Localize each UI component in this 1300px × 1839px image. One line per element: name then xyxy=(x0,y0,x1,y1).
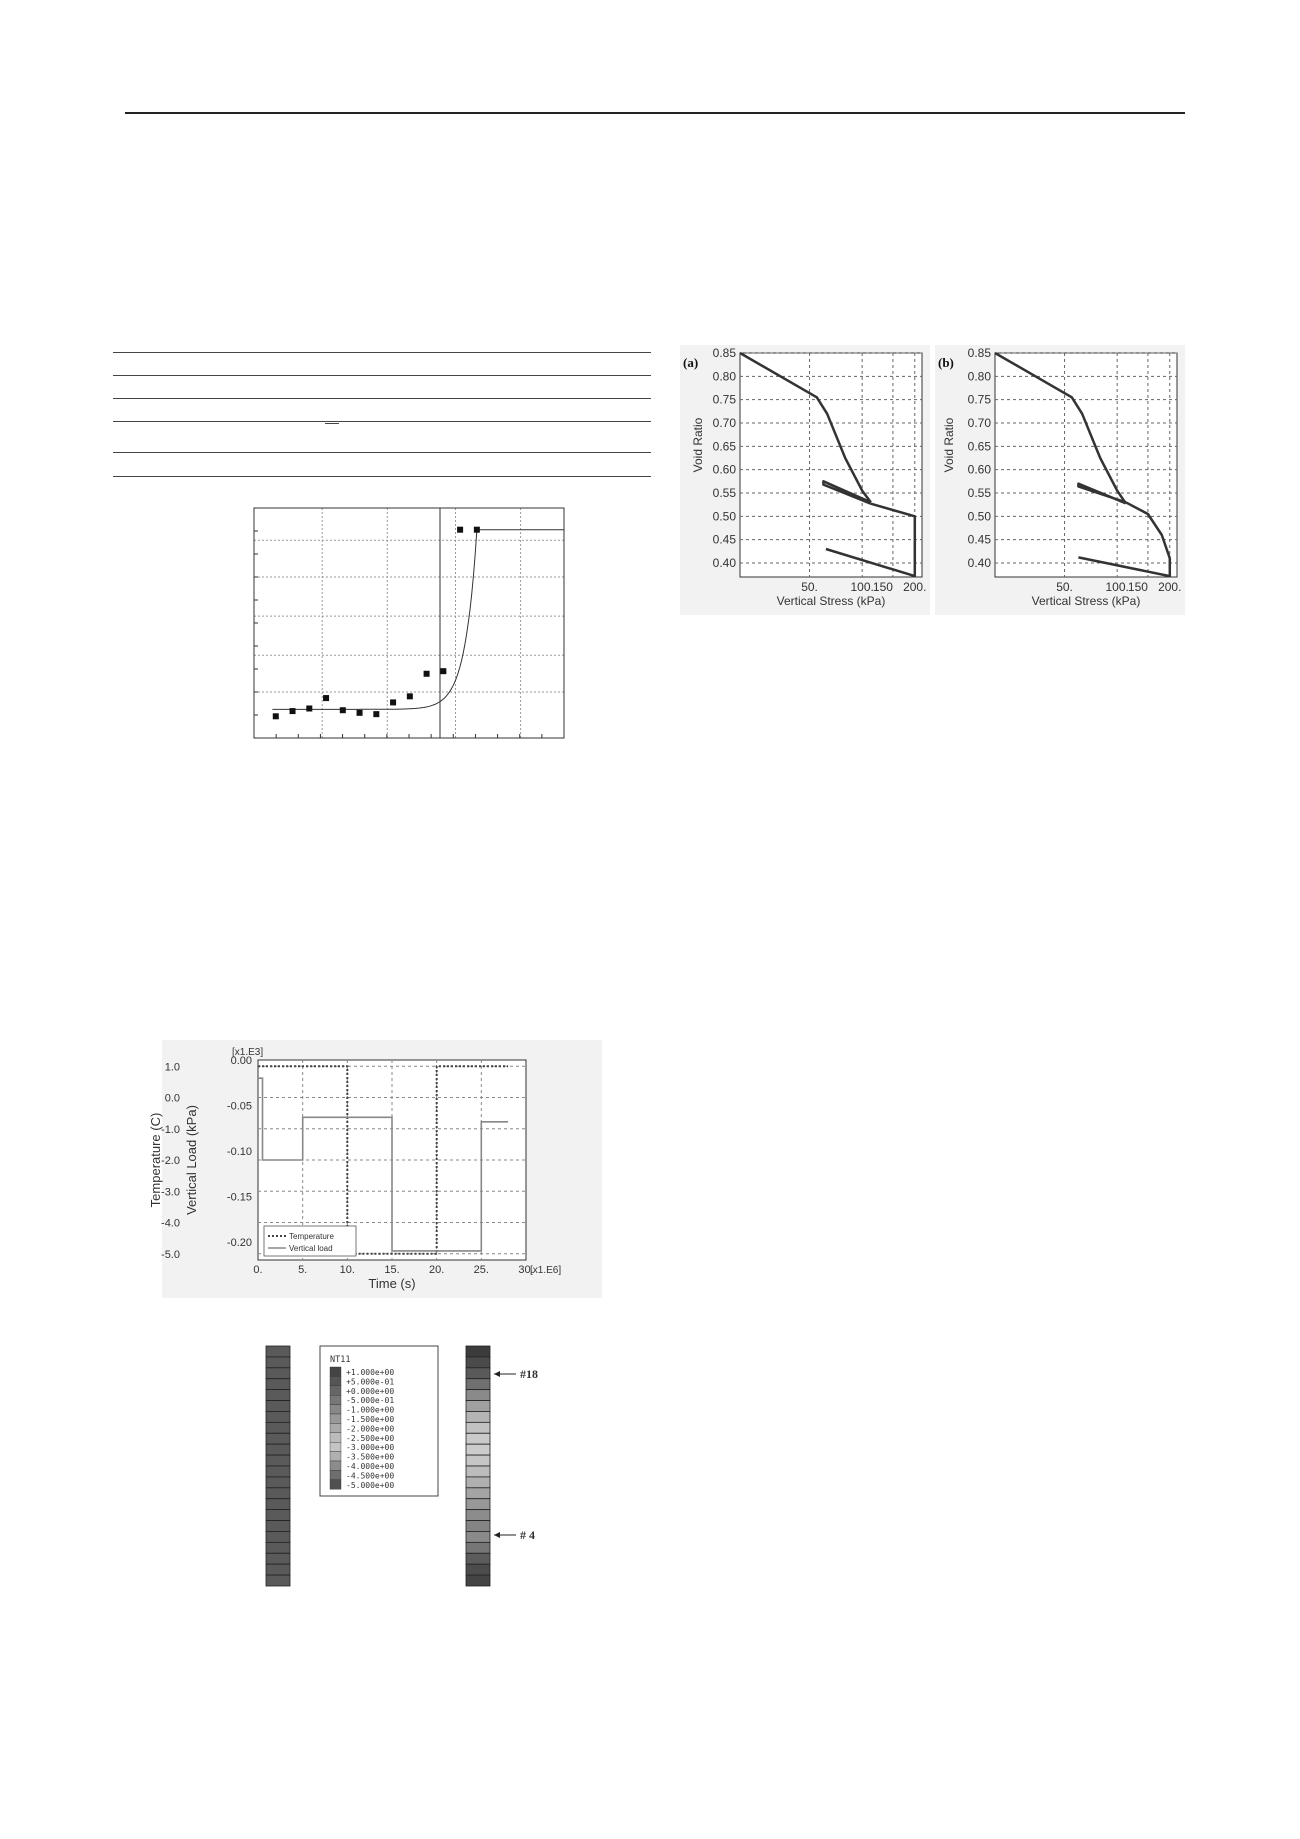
y-tick-label: 0.65 xyxy=(967,439,991,454)
data-point xyxy=(390,699,396,705)
data-point xyxy=(306,705,312,711)
legend-value: -3.000e+00 xyxy=(346,1443,395,1453)
load-tick-label: -0.10 xyxy=(226,1145,252,1158)
mesh-element xyxy=(466,1510,490,1521)
mesh-element xyxy=(466,1411,490,1422)
legend-swatch xyxy=(330,1470,341,1479)
fit-curve xyxy=(272,530,477,710)
mesh-element xyxy=(266,1401,290,1412)
y-tick-label: 0.40 xyxy=(712,556,736,570)
y-tick-label: 0.55 xyxy=(967,486,991,500)
legend-title: NT11 xyxy=(330,1355,351,1365)
x-tick-label: 30. xyxy=(518,1264,534,1276)
x-tick-label: 200. xyxy=(903,580,927,594)
data-point xyxy=(440,668,446,674)
panel-label: (b) xyxy=(938,355,954,370)
mesh-element xyxy=(266,1564,290,1575)
x-tick-label: 50. xyxy=(1056,580,1073,594)
mesh-element xyxy=(466,1357,490,1368)
load-tick-label: 0.00 xyxy=(230,1055,252,1067)
mesh-element xyxy=(466,1368,490,1379)
legend-label: Vertical load xyxy=(289,1244,333,1253)
x-tick-label: 150 xyxy=(1127,580,1148,594)
legend-value: -1.000e+00 xyxy=(346,1405,395,1415)
y-axis-label: Void Ratio xyxy=(691,417,705,473)
mesh-element xyxy=(466,1477,490,1488)
mesh-element xyxy=(466,1564,490,1575)
y-tick-label: 0.75 xyxy=(712,392,736,407)
mesh-element xyxy=(266,1466,290,1477)
x-tick-label: 50. xyxy=(801,580,818,594)
mesh-element xyxy=(466,1433,490,1444)
x-tick-label: 15. xyxy=(384,1264,400,1276)
mesh-element xyxy=(466,1466,490,1477)
mesh-element xyxy=(266,1499,290,1510)
y-tick-label: 0.80 xyxy=(712,369,736,384)
panel-label: (a) xyxy=(683,355,699,370)
y-tick-label: 0.60 xyxy=(712,462,736,477)
mesh-element xyxy=(266,1411,290,1422)
table-rule xyxy=(113,398,651,399)
legend-swatch xyxy=(330,1395,341,1404)
mesh-element xyxy=(466,1488,490,1499)
data-point xyxy=(357,710,363,716)
legend-swatch xyxy=(330,1423,341,1432)
table-rule xyxy=(113,352,651,353)
legend-value: +1.000e+00 xyxy=(346,1368,395,1377)
arrow-head xyxy=(494,1532,500,1538)
data-point xyxy=(290,708,296,714)
mesh-element xyxy=(266,1422,290,1433)
mesh-element xyxy=(266,1379,290,1390)
legend-value: +0.000e+00 xyxy=(346,1386,395,1396)
legend-swatch xyxy=(330,1433,341,1442)
x-axis-label: Vertical Stress (kPa) xyxy=(1031,594,1141,608)
mesh-element xyxy=(266,1488,290,1499)
table-rule xyxy=(113,452,651,453)
temperature-load-chart xyxy=(148,1040,602,1298)
mesh-element xyxy=(266,1346,290,1357)
mesh-element xyxy=(466,1455,490,1466)
x-tick-label: 20. xyxy=(429,1264,445,1276)
table-overbar xyxy=(325,423,339,424)
plot-frame xyxy=(995,353,1177,577)
y-tick-label: 0.80 xyxy=(967,369,991,384)
mesh-element xyxy=(466,1401,490,1412)
temperature-tick-label: -2.0 xyxy=(161,1155,180,1167)
data-point xyxy=(424,671,430,677)
mesh-element xyxy=(266,1542,290,1553)
legend-swatch xyxy=(330,1452,341,1461)
x-axis-label: Vertical Stress (kPa) xyxy=(776,594,886,608)
mesh-element xyxy=(466,1390,490,1401)
legend-value: -4.000e+00 xyxy=(346,1462,395,1471)
temperature-tick-label: -4.0 xyxy=(161,1217,180,1230)
legend-value: -2.000e+00 xyxy=(346,1424,395,1434)
y-tick-label: 0.45 xyxy=(967,532,991,547)
mesh-element xyxy=(466,1531,490,1542)
temperature-tick-label: -5.0 xyxy=(161,1248,180,1261)
y-tick-label: 0.50 xyxy=(967,509,991,524)
y-multiplier: [x1.E3] xyxy=(232,1047,264,1058)
legend-swatch xyxy=(330,1386,341,1395)
mesh-element xyxy=(466,1346,490,1357)
mesh-element xyxy=(266,1553,290,1564)
y-tick-label: 0.85 xyxy=(967,346,991,360)
table-rule xyxy=(113,421,651,422)
legend-swatch xyxy=(330,1480,341,1489)
y-tick-label: 0.65 xyxy=(712,439,736,454)
x-tick-label: 150 xyxy=(872,580,893,594)
arrow-head xyxy=(494,1371,500,1377)
load-tick-label: -0.20 xyxy=(226,1236,252,1249)
x-tick-label: 10. xyxy=(339,1264,355,1276)
x-multiplier: [x1.E6] xyxy=(530,1265,562,1276)
y-tick-label: 0.60 xyxy=(967,462,991,477)
legend-value: -4.500e+00 xyxy=(346,1471,395,1481)
temperature-tick-label: 0.0 xyxy=(164,1092,180,1105)
plot-frame xyxy=(254,508,564,738)
node-marker-label: # 4 xyxy=(520,1528,535,1542)
y-tick-label: 0.75 xyxy=(967,392,991,407)
mesh-element xyxy=(466,1575,490,1586)
mesh-element xyxy=(266,1455,290,1466)
y-tick-label: 0.55 xyxy=(712,486,736,500)
data-point xyxy=(474,527,480,533)
x-axis-label: Time (s) xyxy=(368,1276,416,1291)
legend-label: Temperature xyxy=(289,1232,334,1241)
x-tick-label: 100. xyxy=(1105,580,1129,594)
data-point xyxy=(457,527,463,533)
mesh-element xyxy=(466,1444,490,1455)
legend-swatch xyxy=(330,1367,341,1376)
x-tick-label: 5. xyxy=(298,1264,308,1276)
x-tick-label: 25. xyxy=(473,1264,489,1276)
mesh-element xyxy=(266,1575,290,1586)
data-point xyxy=(340,707,346,713)
mesh-element xyxy=(266,1390,290,1401)
y-tick-label: 0.40 xyxy=(967,556,991,570)
y-tick-label: 0.85 xyxy=(712,346,736,360)
data-point xyxy=(373,711,379,717)
temperature-axis-label: Temperature (C) xyxy=(148,1112,163,1208)
data-point xyxy=(407,693,413,699)
y-axis-label: Void Ratio xyxy=(942,417,956,473)
temperature-tick-label: -1.0 xyxy=(161,1123,180,1136)
temperature-tick-label: -3.0 xyxy=(161,1186,180,1199)
header-rule xyxy=(125,112,1185,114)
y-tick-label: 0.50 xyxy=(712,509,736,524)
mesh-element xyxy=(466,1422,490,1433)
mesh-element xyxy=(266,1477,290,1488)
legend-value: -5.000e-01 xyxy=(346,1396,395,1406)
mesh-element xyxy=(466,1499,490,1510)
mesh-element xyxy=(266,1510,290,1521)
mesh-element xyxy=(266,1521,290,1532)
y-tick-label: 0.70 xyxy=(712,416,736,430)
y-tick-label: 0.70 xyxy=(967,416,991,430)
y-tick-label: 0.45 xyxy=(712,532,736,547)
mesh-element xyxy=(466,1521,490,1532)
mesh-element xyxy=(266,1357,290,1368)
load-tick-label: -0.05 xyxy=(226,1100,252,1113)
legend-value: +5.000e-01 xyxy=(346,1377,395,1387)
mesh-element xyxy=(266,1531,290,1542)
node-marker-label: #18 xyxy=(520,1367,538,1381)
x-tick-label: 200. xyxy=(1158,580,1182,594)
mesh-element xyxy=(466,1542,490,1553)
void-ratio-panel xyxy=(935,345,1185,615)
mesh-element xyxy=(266,1433,290,1444)
legend-swatch xyxy=(330,1461,341,1470)
mesh-element xyxy=(266,1444,290,1455)
plot-frame xyxy=(740,353,922,577)
temperature-tick-label: 1.0 xyxy=(164,1061,180,1074)
legend-value: -2.500e+00 xyxy=(346,1433,395,1443)
table-rule xyxy=(113,476,651,477)
legend-value: -5.000e+00 xyxy=(346,1480,395,1490)
mesh-element xyxy=(466,1379,490,1390)
legend-swatch xyxy=(330,1442,341,1451)
mesh-element xyxy=(266,1368,290,1379)
legend-value: -1.500e+00 xyxy=(346,1415,395,1424)
legend-swatch xyxy=(330,1414,341,1423)
temperature-contour-figure xyxy=(258,1340,553,1600)
x-tick-label: 100. xyxy=(850,580,874,594)
void-ratio-panel xyxy=(680,345,930,615)
legend xyxy=(264,1226,356,1256)
legend-swatch xyxy=(330,1376,341,1385)
data-point xyxy=(323,695,329,701)
void-ratio-figure xyxy=(680,345,1190,620)
scatter-figure xyxy=(240,500,570,745)
data-point xyxy=(273,713,279,719)
load-axis-label: Vertical Load (kPa) xyxy=(184,1105,199,1215)
x-tick-label: 0. xyxy=(253,1264,263,1276)
mesh-element xyxy=(466,1553,490,1564)
load-tick-label: -0.15 xyxy=(226,1191,252,1204)
table-rule xyxy=(113,375,651,376)
legend-swatch xyxy=(330,1405,341,1414)
legend-value: -3.500e+00 xyxy=(346,1452,395,1462)
